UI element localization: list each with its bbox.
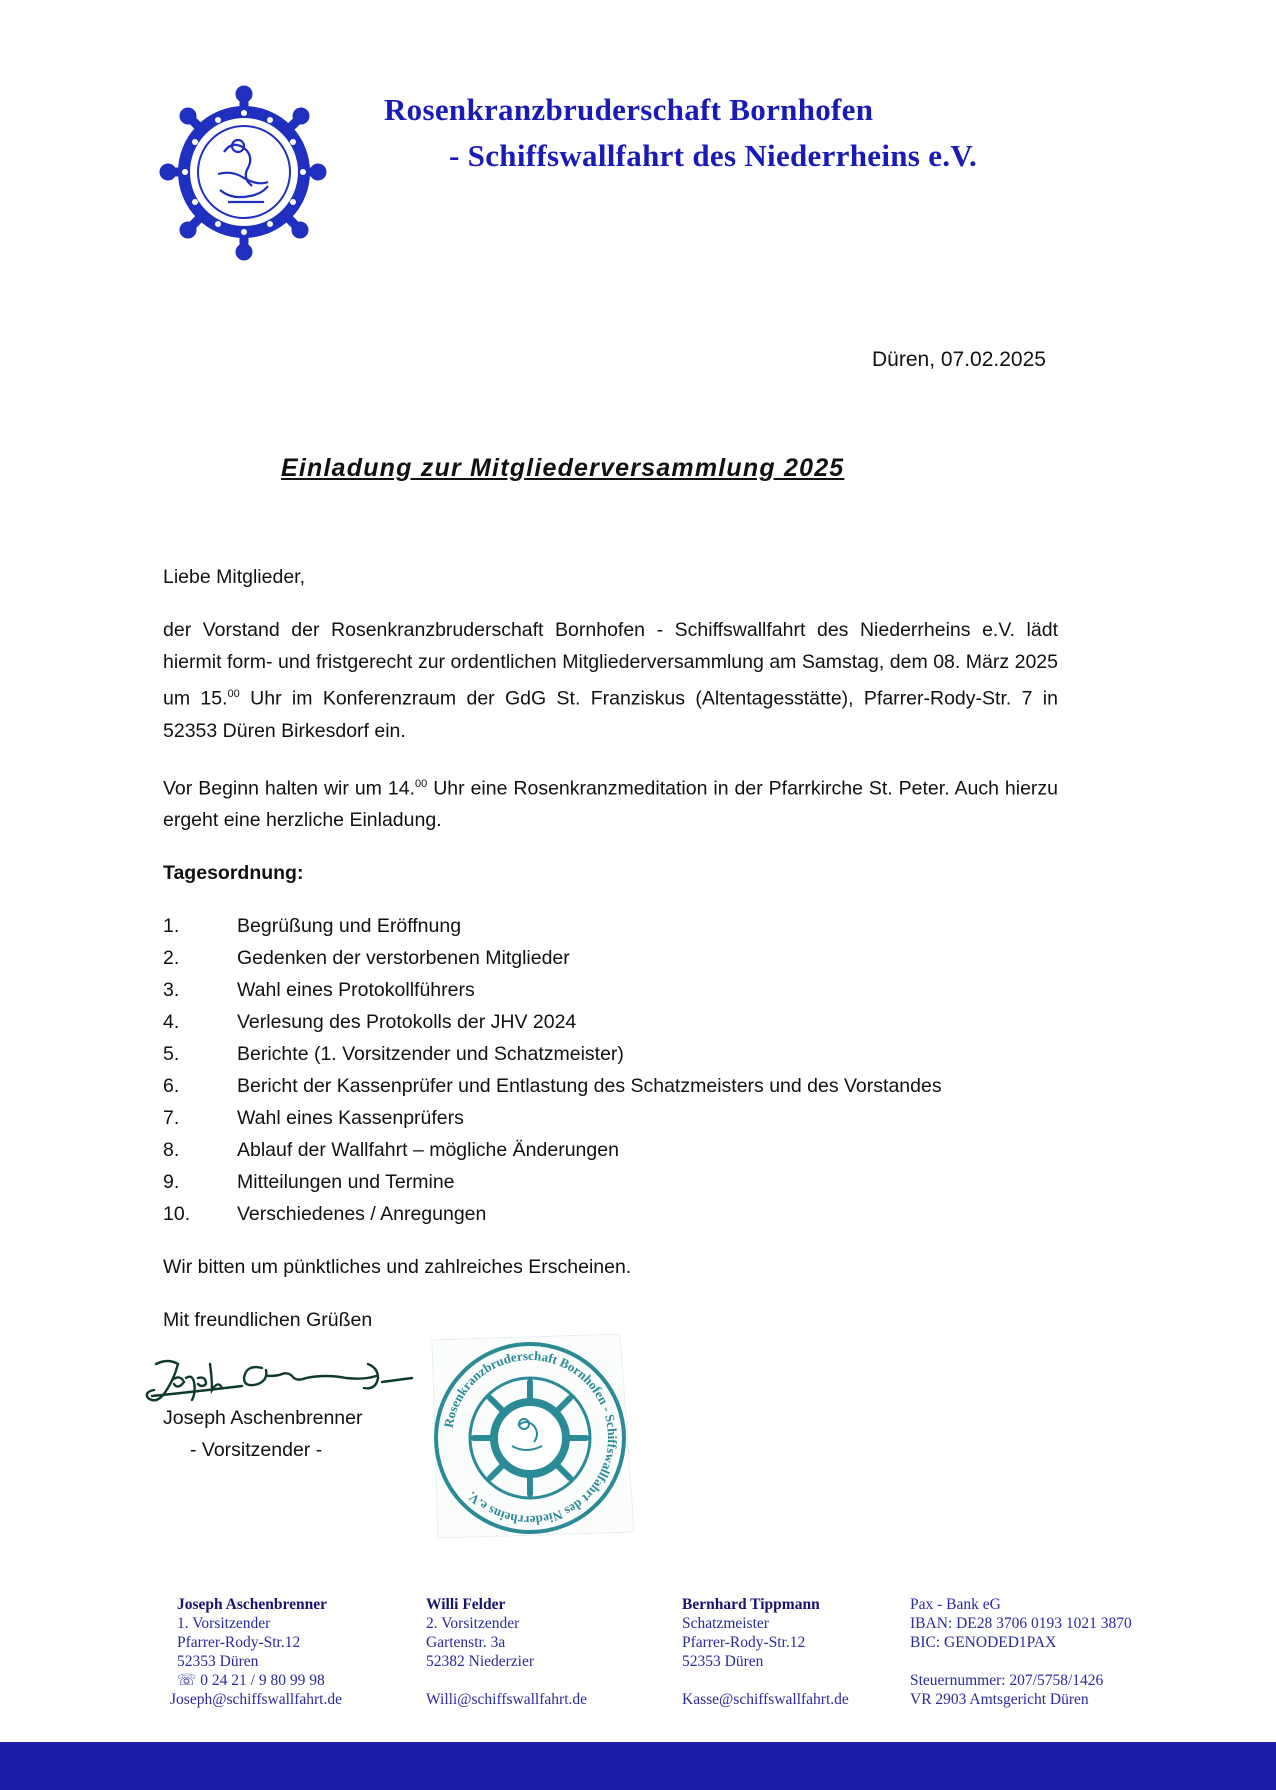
club-stamp: [424, 1334, 636, 1538]
footer-street: Pfarrer-Rody-Str.12: [177, 1634, 301, 1651]
footer-name: Willi Felder: [426, 1596, 506, 1613]
footer-email[interactable]: Willi@schiffswallfahrt.de: [426, 1691, 588, 1708]
agenda-item-number: 7.: [163, 1107, 180, 1129]
footer-iban: IBAN: DE28 3706 0193 1021 3870: [910, 1615, 1132, 1632]
agenda-item-text: Berichte (1. Vorsitzender und Schatzmeister): [237, 1043, 624, 1065]
paragraph-invitation-text-a: der Vorstand der Rosenkranzbruderschaft Bornhofen - Schiffswallfahrt des Niederrheins e.V. lädt hiermit form- und fristgerecht zur ordentlichen Mitgliederversammlung am Samstag, dem 08. März 2025 um 15.: [163, 619, 1058, 710]
agenda-item: [163, 1102, 1058, 1134]
org-logo: [158, 82, 330, 262]
footer-role: 2. Vorsitzender: [426, 1615, 520, 1632]
agenda-item-number: 10.: [163, 1203, 191, 1225]
footer-email[interactable]: Joseph@schiffswallfahrt.de: [170, 1691, 342, 1708]
footer-register: VR 2903 Amtsgericht Düren: [910, 1691, 1089, 1708]
footer-role: 1. Vorsitzender: [177, 1615, 271, 1632]
agenda-item: [163, 1166, 1058, 1198]
agenda-item: [163, 1198, 1058, 1230]
agenda-item-text: Wahl eines Protokollführers: [237, 979, 475, 1001]
stamp-seal-icon: [424, 1334, 636, 1538]
closing-greeting: Mit freundlichen Grüßen: [163, 1309, 373, 1331]
footer-street: Pfarrer-Rody-Str.12: [682, 1634, 806, 1651]
footer-col-chairman: [170, 1595, 342, 1709]
agenda-item-number: 6.: [163, 1075, 180, 1097]
org-name-line1: Rosenkranzbruderschaft Bornhofen: [384, 92, 874, 127]
ship-wheel-logo-icon: [158, 82, 330, 262]
agenda-item-text: Ablauf der Wallfahrt – mögliche Änderungen: [237, 1139, 619, 1161]
footer-col-treasurer: [682, 1595, 849, 1709]
agenda-item-number: 3.: [163, 979, 180, 1001]
stamp-text: Rosenkranzbruderschaft Bornhofen - Schiffswallfahrt des Niederrheins e.V.: [440, 1347, 621, 1529]
letter-title: Einladung zur Mitgliederversammlung 2025: [281, 454, 845, 482]
paragraph-invitation: [163, 614, 1058, 747]
agenda-item-text: Bericht der Kassenprüfer und Entlastung des Schatzmeisters und des Vorstandes: [237, 1075, 942, 1097]
footer-city: 52353 Düren: [177, 1653, 259, 1670]
footer-bar: [0, 1742, 1276, 1790]
agenda-item-number: 8.: [163, 1139, 180, 1161]
time-superscript: 00: [415, 777, 428, 790]
agenda-item-text: Gedenken der verstorbenen Mitglieder: [237, 947, 570, 969]
agenda-heading: Tagesordnung:: [163, 862, 304, 884]
agenda-item: [163, 974, 1058, 1006]
agenda-item-number: 2.: [163, 947, 180, 969]
footer-name: Bernhard Tippmann: [682, 1596, 820, 1613]
signatory-name: Joseph Aschenbrenner: [163, 1407, 363, 1429]
agenda-list: [163, 910, 1058, 1230]
agenda-item-text: Begrüßung und Eröffnung: [237, 915, 462, 937]
footer-col-bank: [910, 1595, 1155, 1709]
paragraph-invitation-text-b: Uhr im Konferenzraum der GdG St. Franziskus (Altentagesstätte), Pfarrer-Rody-Str. 7 in 52353 Düren Birkesdorf ein.: [163, 687, 1058, 742]
agenda-item-text: Verlesung des Protokolls der JHV 2024: [237, 1011, 577, 1033]
footer-bic: BIC: GENODED1PAX: [910, 1634, 1057, 1651]
footer-city: 52353 Düren: [682, 1653, 764, 1670]
closing-request: Wir bitten um pünktliches und zahlreiches Erscheinen.: [163, 1256, 632, 1278]
letter-date: Düren, 07.02.2025: [872, 348, 1046, 371]
footer-street: Gartenstr. 3a: [426, 1634, 506, 1651]
footer-tax-number: Steuernummer: 207/5758/1426: [910, 1672, 1104, 1689]
paragraph-meditation: [163, 768, 1058, 837]
paragraph-meditation-text-b: Uhr eine Rosenkranzmeditation in der Pfarrkirche St. Peter. Auch hierzu ergeht eine herzliche Einladung.: [163, 777, 1059, 831]
footer-phone: ☏ 0 24 21 / 9 80 99 98: [177, 1672, 325, 1689]
greeting: Liebe Mitglieder,: [163, 566, 306, 588]
paragraph-meditation-text-a: Vor Beginn halten wir um 14.: [163, 777, 415, 799]
agenda-item-text: Mitteilungen und Termine: [237, 1171, 455, 1193]
agenda-item: [163, 1134, 1058, 1166]
footer-bank-name: Pax - Bank eG: [910, 1596, 1001, 1613]
agenda-item-text: Wahl eines Kassenprüfers: [237, 1107, 464, 1129]
agenda-item-number: 1.: [163, 915, 180, 937]
footer-role: Schatzmeister: [682, 1615, 769, 1632]
footer-name: Joseph Aschenbrenner: [177, 1596, 327, 1613]
agenda-item: [163, 1006, 1058, 1038]
signatory-role: - Vorsitzender -: [190, 1439, 323, 1461]
footer-email[interactable]: Kasse@schiffswallfahrt.de: [682, 1691, 849, 1708]
agenda-item-number: 5.: [163, 1043, 180, 1065]
footer-col-vice-chairman: [426, 1595, 587, 1709]
agenda-item: [163, 942, 1058, 974]
footer-city: 52382 Niederzier: [426, 1653, 535, 1670]
agenda-item: [163, 1070, 1058, 1102]
letter-body: [163, 561, 1058, 1336]
time-superscript: 00: [227, 688, 240, 700]
agenda-item: [163, 910, 1058, 942]
agenda-item: [163, 1038, 1058, 1070]
agenda-item-number: 4.: [163, 1011, 180, 1033]
agenda-item-text: Verschiedenes / Anregungen: [237, 1203, 487, 1225]
org-name-line2: - Schiffswallfahrt des Niederrheins e.V.: [449, 138, 978, 173]
agenda-item-number: 9.: [163, 1171, 180, 1193]
